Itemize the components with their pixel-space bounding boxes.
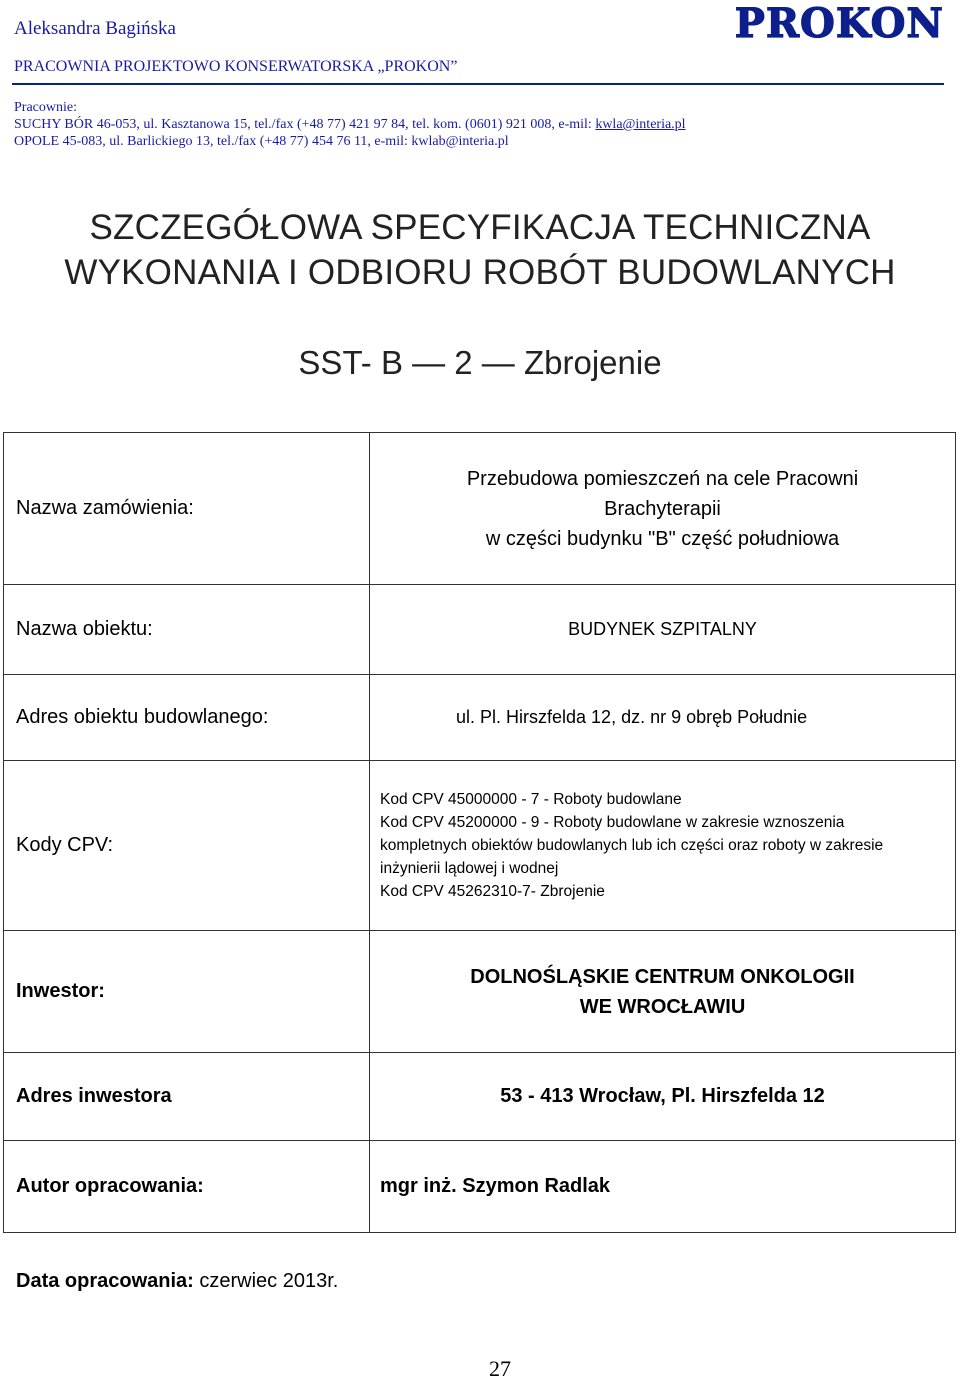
spec-code-title: SST- B — 2 — Zbrojenie	[298, 344, 662, 381]
office-opole: OPOLE 45-083, ul. Barlickiego 13, tel./fax (+48 77) 454 76 11, e-mil: kwlab@interia.pl	[14, 134, 509, 149]
row-order	[4, 433, 956, 585]
firm-name: PRACOWNIA PROJEKTOWO KONSERWATORSKA „PROKON”	[14, 58, 458, 75]
title-line-2: WYKONANIA I ODBIORU ROBÓT BUDOWLANYCH	[64, 253, 896, 292]
investor-value	[370, 931, 956, 1053]
order-line-2: Brachyterapii	[604, 497, 721, 520]
spec-info-table	[3, 432, 956, 1233]
date-value: czerwiec 2013r.	[193, 1270, 339, 1292]
order-line-1: Przebudowa pomieszczeń na cele Pracowni	[466, 467, 859, 490]
investor-line-1: DOLNOŚLĄSKIE CENTRUM ONKOLOGII	[470, 965, 855, 988]
row-investor	[4, 931, 956, 1053]
investor-line-2: WE WROCŁAWIU	[579, 995, 746, 1018]
cpv-line-3: kompletnych obiektów budowlanych lub ich części oraz roboty w zakresie	[380, 837, 884, 854]
author-value: mgr inż. Szymon Radlak	[370, 1141, 956, 1233]
row-author	[4, 1141, 956, 1233]
row-cpv	[4, 761, 956, 931]
cpv-value	[370, 761, 956, 931]
title-line-1: SZCZEGÓŁOWA SPECYFIKACJA TECHNICZNA	[89, 208, 871, 247]
header-rule	[12, 83, 944, 85]
investor-address-value: 53 - 413 Wrocław, Pl. Hirszfelda 12	[370, 1053, 956, 1141]
investor-label: Inwestor:	[4, 931, 370, 1053]
order-label: Nazwa zamówienia:	[4, 433, 370, 585]
object-value: BUDYNEK SZPITALNY	[370, 585, 956, 675]
date-label: Data opracowania:	[16, 1270, 194, 1292]
address-label: Adres obiektu budowlanego:	[4, 675, 370, 761]
cpv-line-2: Kod CPV 45200000 - 9 - Roboty budowlane w zakresie wznoszenia	[380, 814, 845, 831]
order-line-3: w części budynku "B" część południowa	[485, 527, 840, 550]
page-number: 27	[489, 1356, 511, 1381]
object-label: Nazwa obiektu:	[4, 585, 370, 675]
office1-email-link[interactable]: kwla@interia.pl	[595, 117, 686, 132]
row-object	[4, 585, 956, 675]
prokon-logo: PROKON	[734, 0, 944, 47]
address-value: ul. Pl. Hirszfelda 12, dz. nr 9 obręb Południe	[370, 675, 956, 761]
cpv-line-5: Kod CPV 45262310-7- Zbrojenie	[380, 883, 605, 900]
author-name: Aleksandra Bagińska	[14, 18, 176, 39]
cpv-line-4: inżynierii lądowej i wodnej	[380, 860, 559, 877]
date-line	[16, 1270, 338, 1293]
order-value	[370, 433, 956, 585]
author-label: Autor opracowania:	[4, 1141, 370, 1233]
row-address	[4, 675, 956, 761]
office1-text: SUCHY BÓR 46-053, ul. Kasztanowa 15, tel./fax (+48 77) 421 97 84, tel. kom. (0601) 921 008, e-mil:	[14, 117, 596, 132]
row-investor-address	[4, 1053, 956, 1141]
cpv-label: Kody CPV:	[4, 761, 370, 931]
investor-address-label: Adres inwestora	[4, 1053, 370, 1141]
offices-label: Pracownie:	[14, 100, 77, 115]
cpv-line-1: Kod CPV 45000000 - 7 - Roboty budowlane	[380, 791, 682, 808]
office-suchy-bor	[14, 117, 686, 133]
